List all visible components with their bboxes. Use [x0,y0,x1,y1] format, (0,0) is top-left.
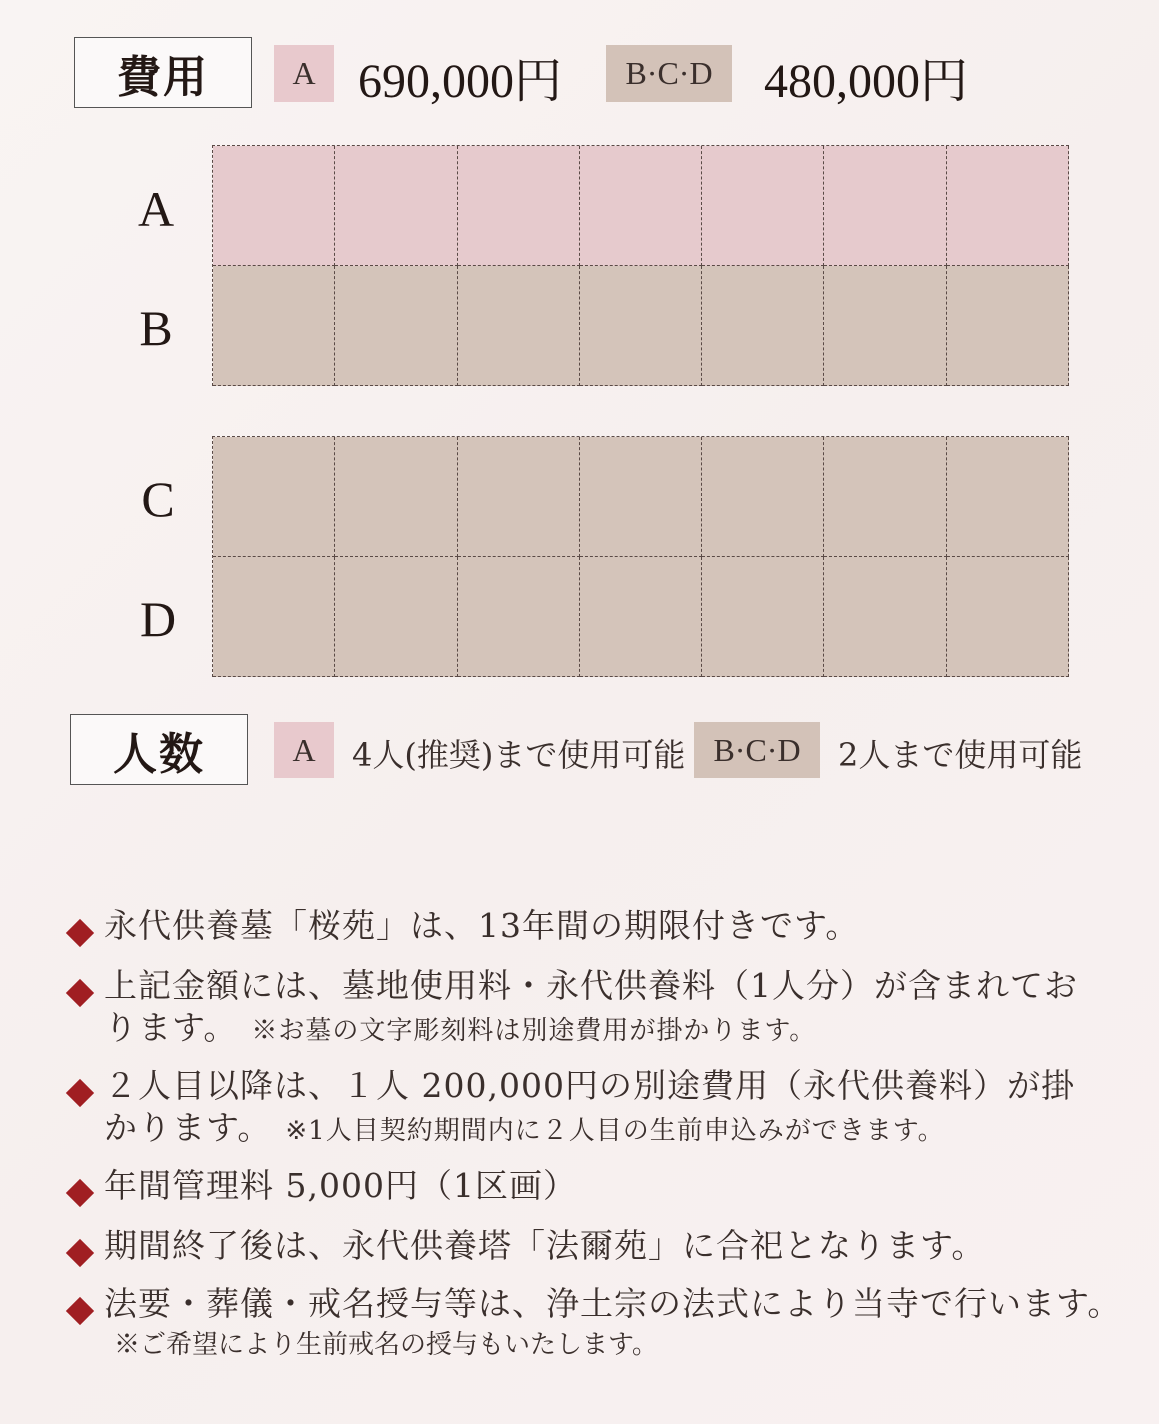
plot-cell-c5 [702,437,824,557]
note-item: 年間管理料 5,000円（1区画） [62,1165,1132,1225]
notes-list [62,905,1132,1373]
cost-chip-bcd: B·C·D [606,45,732,102]
plot-cell-c3 [458,437,580,557]
plot-cell-a4 [580,146,702,266]
plot-cell-c1 [213,437,335,557]
row-letter-b: B [139,300,173,356]
row-letter-a: A [137,181,175,237]
cost-label-box [74,37,252,108]
plot-grid-ab [212,145,1069,386]
diamond-bullet-icon [66,1239,94,1267]
people-chip-a: A [274,722,334,778]
note-item: 永代供養墓「桜苑」は、13年間の期限付きです。 [62,905,1132,965]
plot-cell-c2 [335,437,457,557]
diamond-bullet-icon [66,1297,94,1325]
diamond-bullet-icon [66,979,94,1007]
plot-cell-b5 [702,266,824,386]
plot-cell-d2 [335,557,457,677]
plot-cell-d4 [580,557,702,677]
cost-price-a: 690,000円 [358,55,563,108]
plot-cell-c6 [824,437,946,557]
plot-cell-a6 [824,146,946,266]
diamond-bullet-icon [66,1179,94,1207]
note-item: 期間終了後は、永代供養塔「法爾苑」に合祀となります。 [62,1225,1132,1283]
people-chip-bcd: B·C·D [694,722,820,778]
note-item: ２人目以降は、１人 200,000円の別途費用（永代供養料）が掛 かります。 ※1人目契約期間内に２人目の生前申込みができます。 [62,1065,1132,1165]
plot-cell-b7 [947,266,1069,386]
plot-cell-b3 [458,266,580,386]
diamond-bullet-icon [66,919,94,947]
note-item: 上記金額には、墓地使用料・永代供養料（1人分）が含まれてお ります。 ※お墓の文字彫刻料は別途費用が掛かります。 [62,965,1132,1065]
plot-cell-c7 [947,437,1069,557]
note-item: 法要・葬儀・戒名授与等は、浄土宗の法式により当寺で行います。 ※ご希望により生前戒名の授与もいたします。 [62,1283,1132,1373]
row-letter-c: C [141,471,175,527]
plot-cell-a3 [458,146,580,266]
plot-cell-b6 [824,266,946,386]
plot-cell-d5 [702,557,824,677]
plot-cell-b1 [213,266,335,386]
plot-cell-a1 [213,146,335,266]
plot-grid-cd [212,436,1069,677]
people-label: 人数 [113,728,205,780]
plot-cell-d6 [824,557,946,677]
plot-cell-a7 [947,146,1069,266]
plot-cell-d3 [458,557,580,677]
plot-cell-b2 [335,266,457,386]
cost-chip-a: A [274,45,334,102]
diamond-bullet-icon [66,1079,94,1107]
cost-price-bcd: 480,000円 [764,55,969,108]
plot-cell-c4 [580,437,702,557]
people-capacity-a: 4人(推奨)まで使用可能 [352,736,686,774]
people-label-box [70,714,248,785]
plot-cell-b4 [580,266,702,386]
cost-label: 費用 [117,51,209,103]
plot-cell-a2 [335,146,457,266]
people-capacity-bcd: 2人まで使用可能 [838,736,1083,774]
plot-cell-a5 [702,146,824,266]
plot-cell-d7 [947,557,1069,677]
row-letter-d: D [139,591,177,647]
plot-cell-d1 [213,557,335,677]
